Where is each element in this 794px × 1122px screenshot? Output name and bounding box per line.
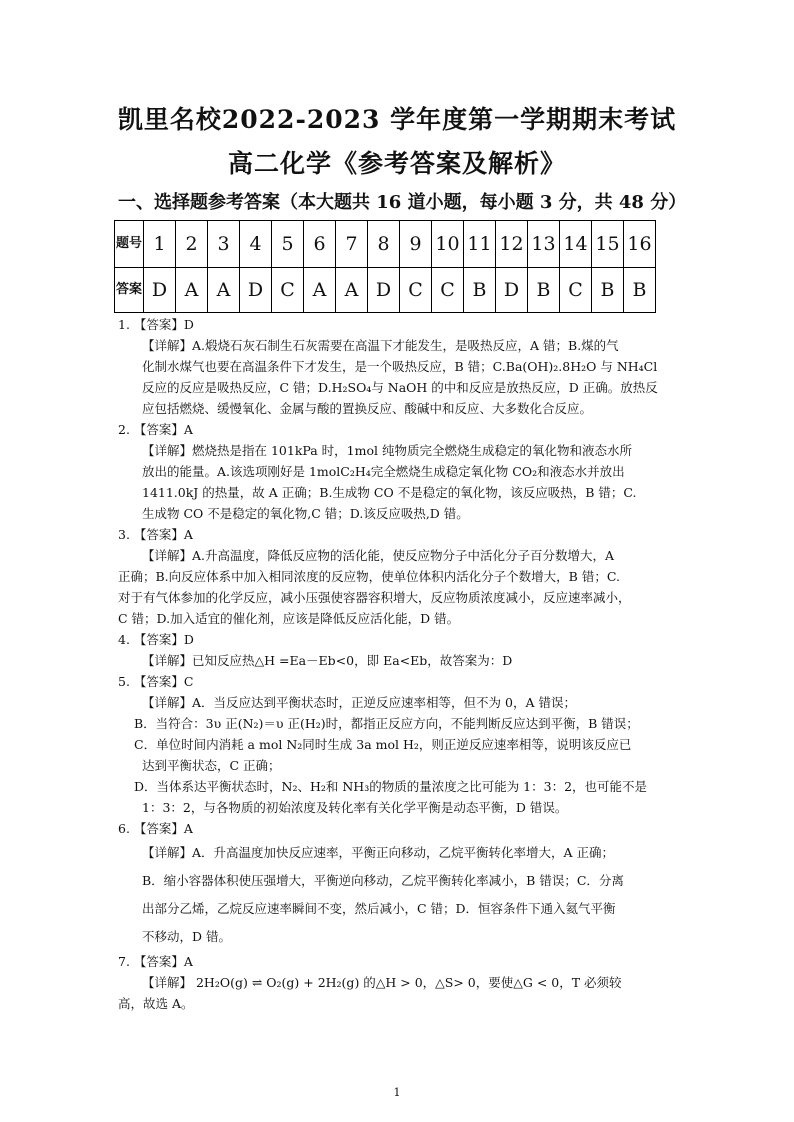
- answer-cell: A: [304, 268, 336, 313]
- answer-cell: A: [336, 268, 368, 313]
- explanation-line: 达到平衡状态，C 正确；: [142, 758, 281, 773]
- explanation-line: 【详解】A．升高温度加快反应速率，平衡正向移动，乙烷平衡转化率增大，A 正确；: [142, 845, 615, 860]
- explanation-line: 【详解】 2H₂O(g) ⇌ O₂(g) + 2H₂(g) 的△H > 0，△S> 0，要使△G < 0，T 必须较: [142, 975, 622, 990]
- answer-cell: B: [624, 268, 656, 313]
- answer-heading: 2. 【答案】A: [118, 422, 193, 437]
- question-number: 9: [400, 221, 432, 268]
- question-number: 8: [368, 221, 400, 268]
- answer-table: [114, 220, 656, 313]
- answer-cell: A: [208, 268, 240, 313]
- explanation-line: 【详解】A．当反应达到平衡状态时，正逆反应速率相等，但不为 0，A 错误；: [142, 695, 576, 710]
- question-number: 12: [496, 221, 528, 268]
- answer-cell: C: [272, 268, 304, 313]
- header-label: 题号: [115, 221, 144, 268]
- explanation-line: C．单位时间内消耗 a mol N₂同时生成 3a mol H₂，则正逆反应速率相等，说明该反应已: [134, 737, 632, 752]
- page-number: 1: [393, 1086, 401, 1099]
- section-heading: 一、选择题参考答案（本大题共 16 道小题，每小题 3 分，共 48 分）: [118, 192, 687, 213]
- answer-heading: 6. 【答案】A: [118, 821, 193, 836]
- answer-cell: D: [240, 268, 272, 313]
- question-number: 10: [432, 221, 464, 268]
- answer-heading: 5. 【答案】C: [118, 674, 194, 689]
- explanation-line: 高，故选 A。: [118, 996, 194, 1011]
- explanation-line: D．当体系达平衡状态时，N₂、H₂和 NH₃的物质的量浓度之比可能为 1：3：2，也可能不是: [134, 779, 648, 794]
- explanation-line: 生成物 CO 不是稳定的氧化物,C 错；D.该反应吸热,D 错。: [142, 506, 469, 521]
- explanation-line: 【详解】燃烧热是指在 101kPa 时，1mol 纯物质完全燃烧生成稳定的氧化物和液态水所: [142, 443, 632, 458]
- explanation-line: 反应的反应是吸热反应，C 错；D.H₂SO₄与 NaOH 的中和反应是放热反应，D 正确。放热反: [142, 380, 658, 395]
- question-number: 11: [464, 221, 496, 268]
- explanation-line: 1411.0kJ 的热量，故 A 正确；B.生成物 CO 不是稳定的氧化物，该反应吸热，B 错；C.: [142, 485, 637, 500]
- answer-heading: 7. 【答案】A: [118, 954, 193, 969]
- explanation-line: 正确；B.向反应体系中加入相同浓度的反应物，使单位体积内活化分子个数增大，B 错；C.: [118, 569, 620, 584]
- title-line-2: 高二化学《参考答案及解析》: [227, 149, 566, 178]
- explanation-line: 对于有气体参加的化学反应，减小压强使容器容积增大，反应物质浓度减小，反应速率减小，: [118, 590, 631, 605]
- explanation-line: B．缩小容器体积使压强增大，平衡逆向移动，乙烷平衡转化率减小，B 错误；C．分离: [142, 873, 624, 888]
- answer-cell: B: [528, 268, 560, 313]
- explanation-line: 放出的能量。A.该选项刚好是 1molC₂H₄完全燃烧生成稳定氧化物 CO₂和液态水并放出: [142, 464, 625, 479]
- answer-cell: D: [496, 268, 528, 313]
- answer-cell: B: [592, 268, 624, 313]
- question-number: 1: [144, 221, 176, 268]
- explanation-line: 【详解】A.煅烧石灰石制生石灰需要在高温下才能发生，是吸热反应，A 错；B.煤的气: [142, 338, 619, 353]
- explanation-line: 化制水煤气也要在高温条件下才发生，是一个吸热反应，B 错；C.Ba(OH)₂.8H₂O 与 NH₄Cl: [142, 359, 658, 374]
- answer-cell: C: [560, 268, 592, 313]
- question-number: 15: [592, 221, 624, 268]
- answer-heading: 4. 【答案】D: [118, 632, 194, 647]
- explanation-line: 不移动，D 错。: [142, 929, 231, 944]
- explanations: [118, 314, 698, 1014]
- title-line-1: 凯里名校2022-2023 学年度第一学期期末考试: [117, 105, 677, 134]
- explanation-line: 【详解】A.升高温度，降低反应物的活化能，使反应物分子中活化分子百分数增大，A: [142, 548, 615, 563]
- question-number: 7: [336, 221, 368, 268]
- answer-cell: D: [368, 268, 400, 313]
- question-number-row: [115, 221, 656, 268]
- answer-cell: B: [464, 268, 496, 313]
- answer-cell: A: [176, 268, 208, 313]
- question-number: 3: [208, 221, 240, 268]
- question-number: 5: [272, 221, 304, 268]
- answer-cell: C: [400, 268, 432, 313]
- explanation-line: B．当符合：3υ 正(N₂)＝υ 正(H₂)时，都指正反应方向，不能判断反应达到平衡，B 错误；: [134, 716, 639, 731]
- explanation-line: 应包括燃烧、缓慢氧化、金属与酸的置换反应、酸碱中和反应、大多数化合反应。: [142, 401, 593, 416]
- answer-label: 答案: [115, 268, 144, 313]
- question-number: 16: [624, 221, 656, 268]
- answer-cell: C: [432, 268, 464, 313]
- explanation-line: 【详解】已知反应热△H =Ea－Eb<0，即 Ea<Eb，故答案为：D: [142, 653, 513, 668]
- explanation-line: 出部分乙烯，乙烷反应速率瞬间不变，然后减小，C 错；D．恒容条件下通入氦气平衡: [142, 901, 616, 916]
- question-number: 2: [176, 221, 208, 268]
- answer-heading: 1. 【答案】D: [118, 317, 194, 332]
- answer-heading: 3. 【答案】A: [118, 527, 193, 542]
- question-number: 14: [560, 221, 592, 268]
- question-number: 13: [528, 221, 560, 268]
- question-number: 4: [240, 221, 272, 268]
- answer-cell: D: [144, 268, 176, 313]
- answer-row: [115, 268, 656, 313]
- question-number: 6: [304, 221, 336, 268]
- explanation-line: C 错；D.加入适宜的催化剂，应该是降低反应活化能，D 错。: [118, 611, 460, 626]
- explanation-line: 1：3：2，与各物质的初始浓度及转化率有关化学平衡是动态平衡，D 错误。: [142, 800, 568, 815]
